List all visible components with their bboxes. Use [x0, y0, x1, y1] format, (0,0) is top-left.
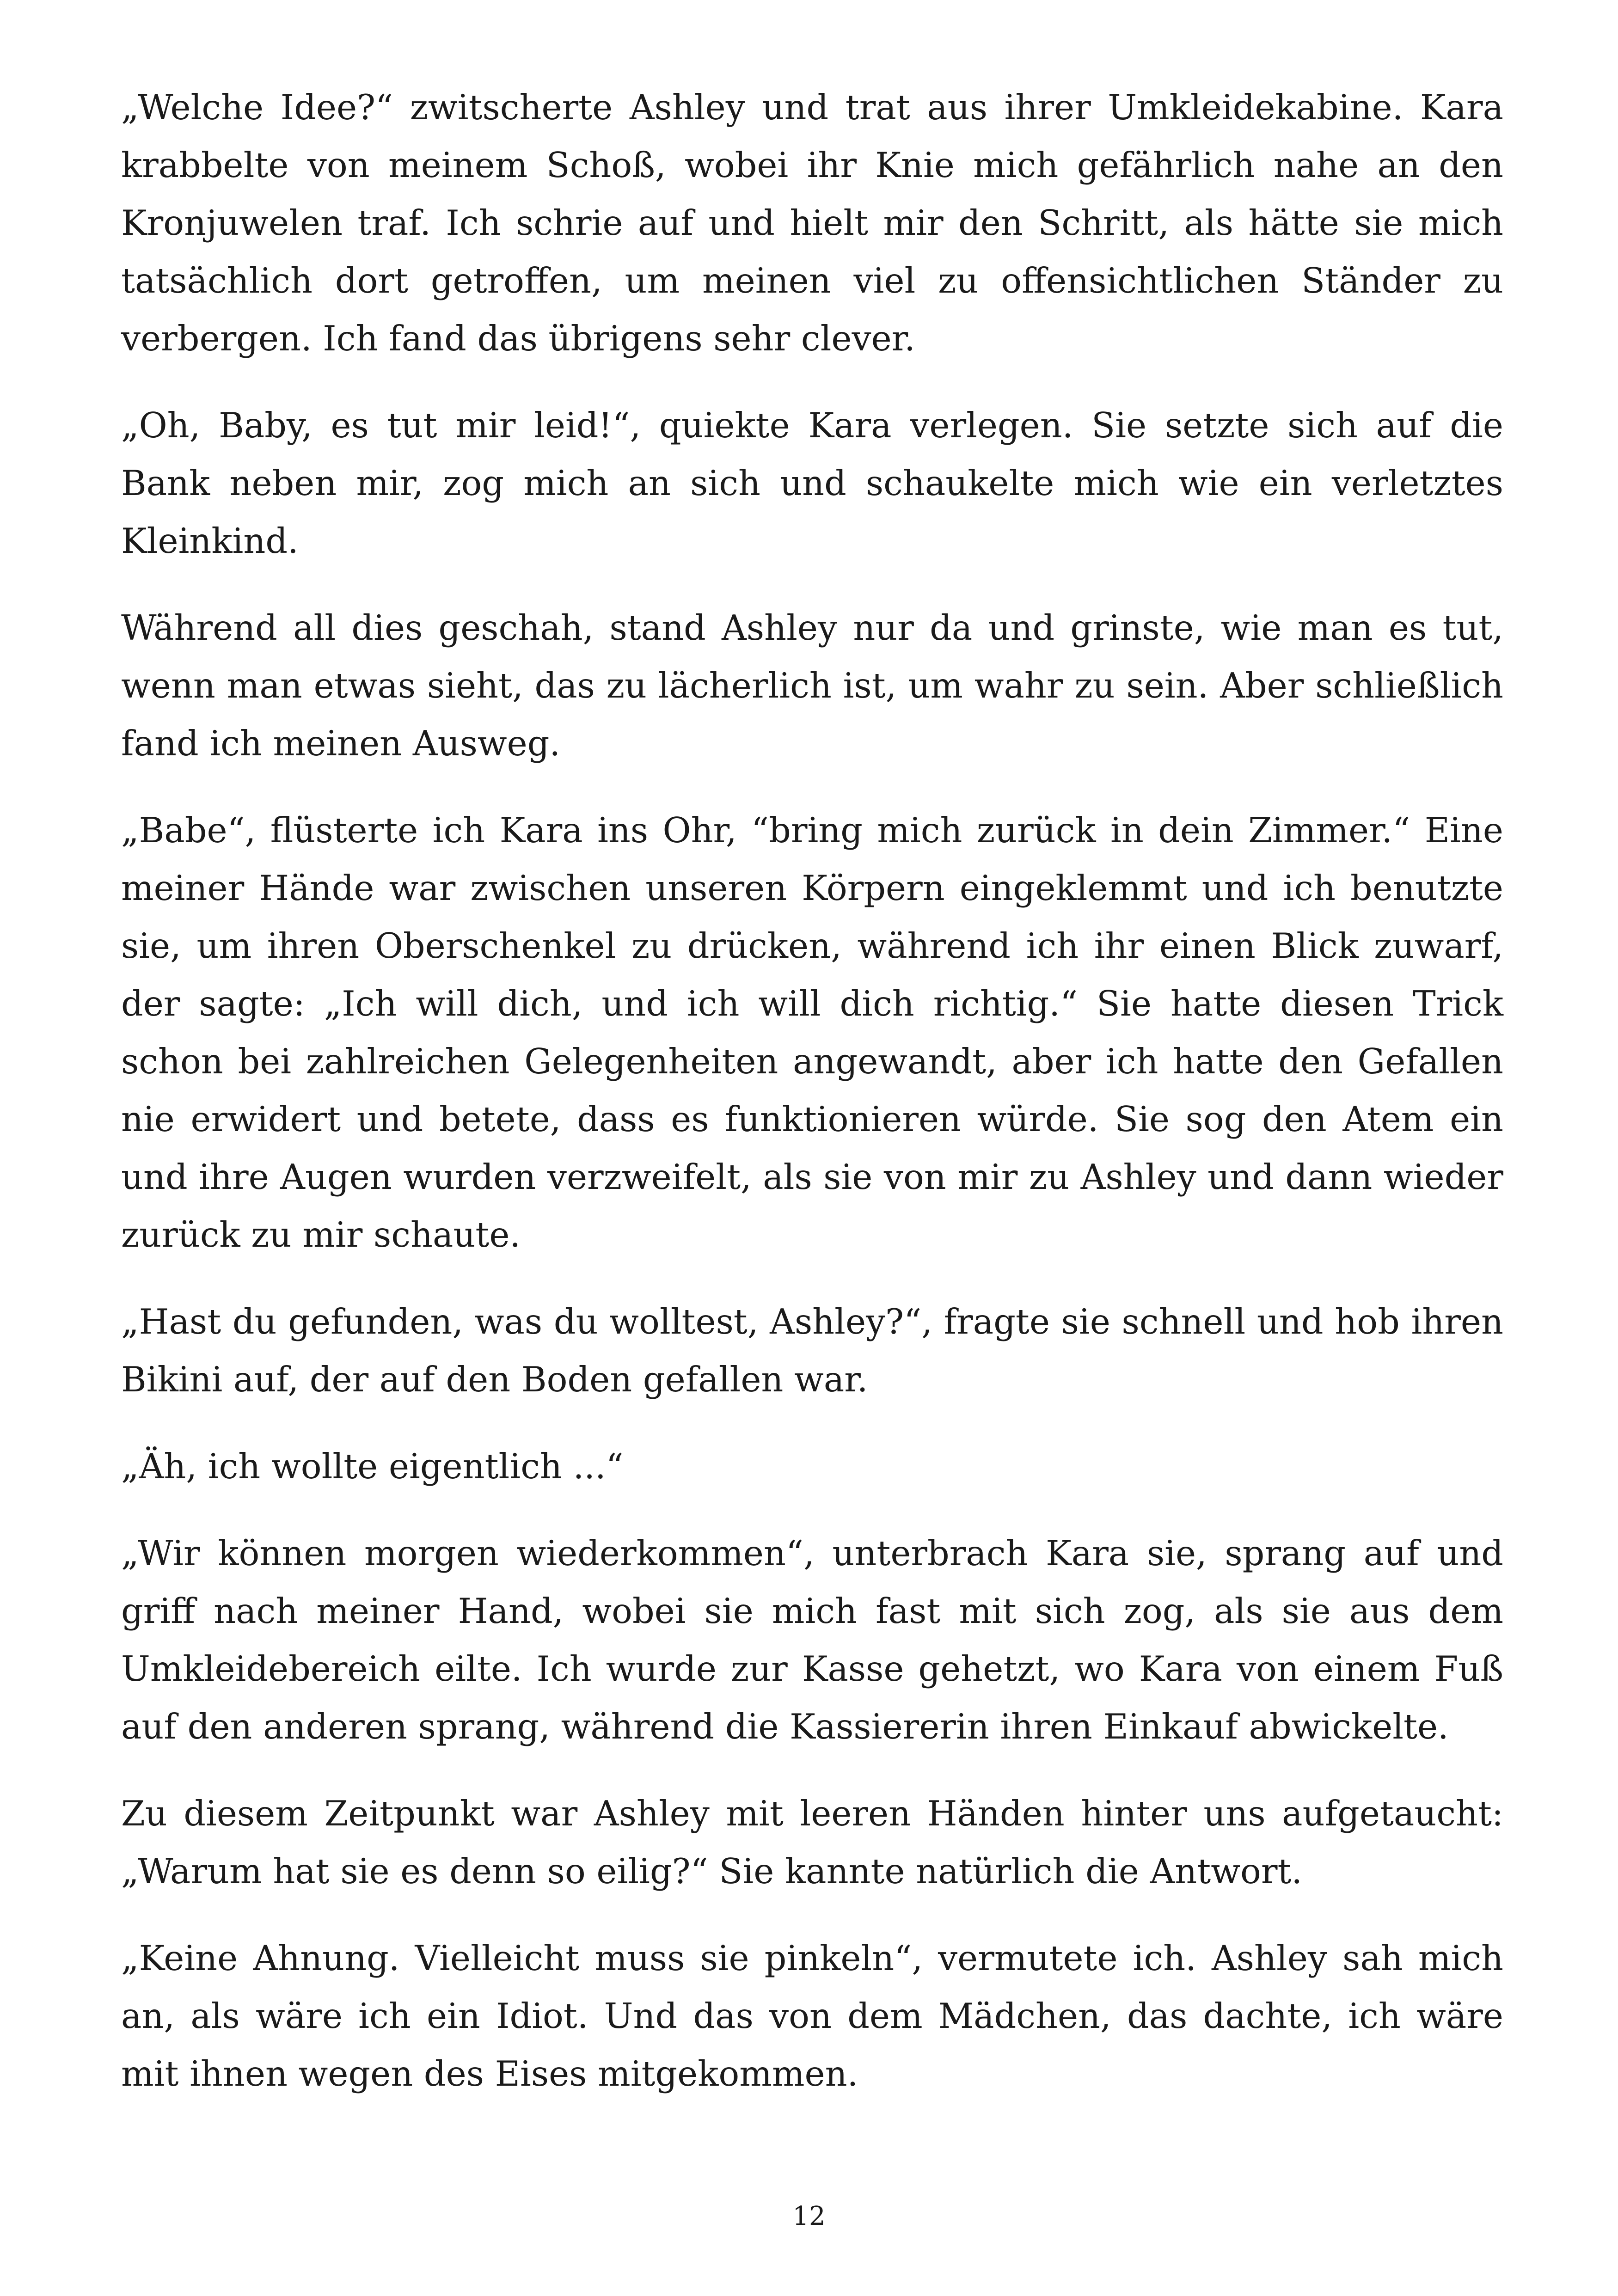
paragraph: Während all dies geschah, stand Ashley nur da und grinste, wie man es tut, wenn man etwas sieht, das zu lächerlich ist, um wahr zu sein. Aber schließlich fand ich meinen Ausweg.: [121, 608, 1503, 764]
paragraph: „Welche Idee?“ zwitscherte Ashley und trat aus ihrer Umkleidekabine. Kara krabbelte von meinem Schoß, wobei ihr Knie mich gefährlich nahe an den Kronjuwelen traf. Ich schrie auf und hielt mir den Schritt, als hätte sie mich tatsächlich dort getroffen, um meinen viel zu offensichtlichen Ständer zu verbergen. Ich fand das übrigens sehr clever.: [121, 87, 1503, 359]
paragraph: „Oh, Baby, es tut mir leid!“, quiekte Kara verlegen. Sie setzte sich auf die Bank neben mir, zog mich an sich und schaukelte mich wie ein verletztes Kleinkind.: [121, 405, 1503, 561]
paragraph: „Hast du gefunden, was du wolltest, Ashley?“, fragte sie schnell und hob ihren Bikini auf, der auf den Boden gefallen war.: [121, 1302, 1503, 1400]
page-number: 12: [792, 2201, 826, 2231]
page-body: [121, 79, 1503, 2132]
paragraph: „Keine Ahnung. Vielleicht muss sie pinkeln“, vermutete ich. Ashley sah mich an, als wäre ich ein Idiot. Und das von dem Mädchen, das dachte, ich wäre mit ihnen wegen des Eises mitgekommen.: [121, 1938, 1503, 2094]
paragraph: Zu diesem Zeitpunkt war Ashley mit leeren Händen hinter uns aufgetaucht: „Warum hat sie es denn so eilig?“ Sie kannte natürlich die Antwort.: [121, 1794, 1503, 1892]
paragraph: „Wir können morgen wiederkommen“, unterbrach Kara sie, sprang auf und griff nach meiner Hand, wobei sie mich fast mit sich zog, als sie aus dem Umkleidebereich eilte. Ich wurde zur Kasse gehetzt, wo Kara von einem Fuß auf den anderen sprang, während die Kassiererin ihren Einkauf abwickelte.: [121, 1533, 1503, 1747]
paragraph: „Äh, ich wollte eigentlich ...“: [121, 1446, 624, 1487]
paragraph: „Babe“, flüsterte ich Kara ins Ohr, “bring mich zurück in dein Zimmer.“ Eine meiner Hände war zwischen unseren Körpern eingeklemmt und ich benutzte sie, um ihren Oberschenkel zu drücken, während ich ihr einen Blick zuwarf, der sagte: „Ich will dich, und ich will dich richtig.“ Sie hatte diesen Trick schon bei zahlreichen Gelegenheiten angewandt, aber ich hatte den Gefallen nie erwidert und betete, dass es funktionieren würde. Sie sog den Atem ein und ihre Augen wurden verzweifelt, als sie von mir zu Ashley und dann wieder zurück zu mir schaute.: [121, 810, 1503, 1255]
